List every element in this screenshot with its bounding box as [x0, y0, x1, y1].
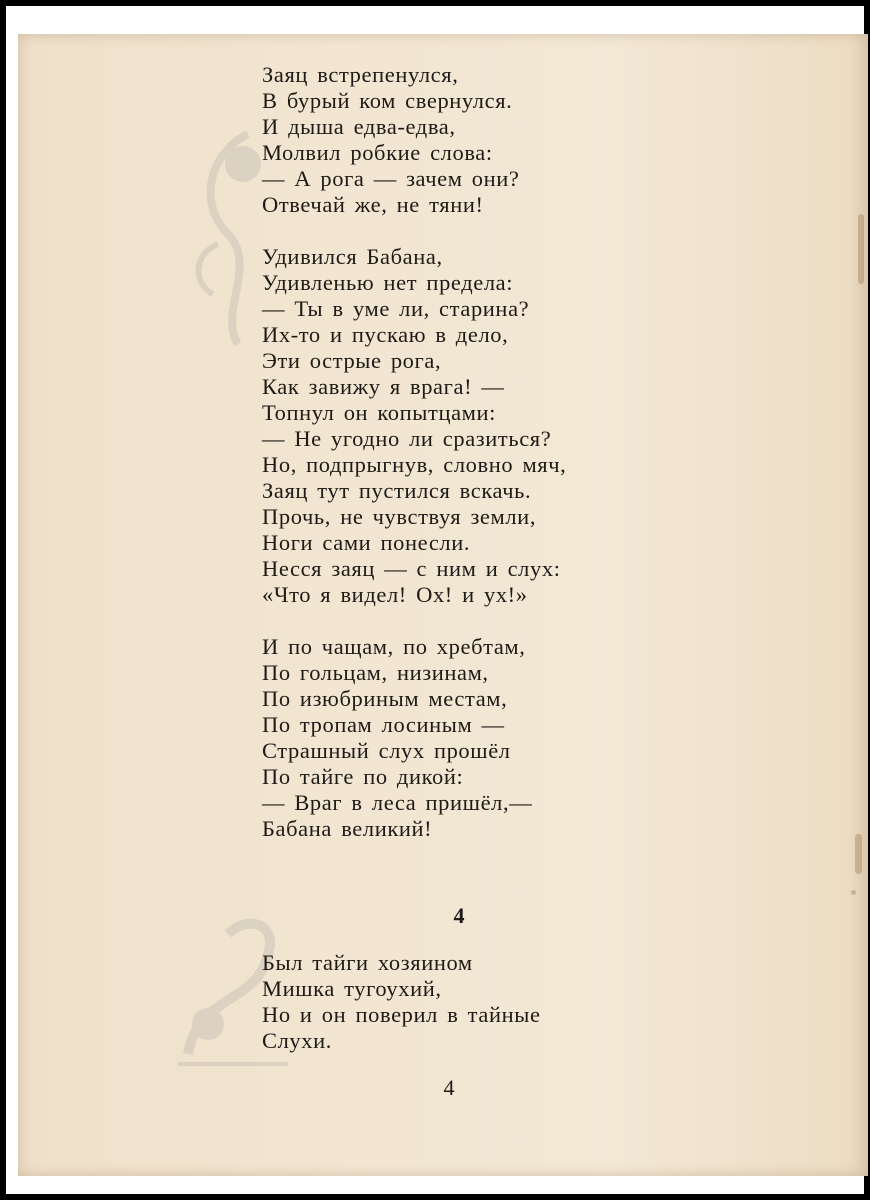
- stanza: [262, 244, 682, 608]
- page-number: 4: [443, 1075, 455, 1100]
- poem-line: Прочь, не чувствуя земли,: [262, 504, 537, 529]
- poem-line: Бабана великий!: [262, 816, 433, 841]
- poem-line: Их-то и пускаю в дело,: [262, 322, 509, 347]
- poem-line: И по чащам, по хребтам,: [262, 634, 526, 659]
- stanza: [262, 634, 682, 842]
- poem-line: Но и он поверил в тайные: [262, 1002, 541, 1027]
- poem-line: По изюбриным местам,: [262, 686, 508, 711]
- poem-line: По гольцам, низинам,: [262, 660, 489, 685]
- poem-line: Несся заяц — с ним и слух:: [262, 556, 561, 581]
- poem-line: — А рога — зачем они?: [262, 166, 520, 191]
- stanza: [262, 62, 682, 218]
- paper-stain: [851, 890, 856, 895]
- poem-line: Эти острые рога,: [262, 348, 442, 373]
- section-poem-text: [262, 949, 682, 1053]
- poem-line: По тайге по дикой:: [262, 764, 464, 789]
- paper-stain: [858, 214, 864, 284]
- poem-line: Заяц тут пустился вскачь.: [262, 478, 532, 503]
- poem-line: Удивленью нет предела:: [262, 270, 514, 295]
- poem-text: [262, 62, 682, 842]
- poem-line: И дыша едва-едва,: [262, 114, 456, 139]
- poem-line: Страшный слух прошёл: [262, 738, 511, 763]
- paper-stain: [855, 834, 862, 874]
- poem-line: — Не угодно ли сразиться?: [262, 426, 552, 451]
- poem-line: Но, подпрыгнув, словно мяч,: [262, 452, 567, 477]
- poem-line: Топнул он копытцами:: [262, 400, 497, 425]
- poem-line: Отвечай же, не тяни!: [262, 192, 484, 217]
- poem-line: В бурый ком свернулся.: [262, 88, 513, 113]
- poem-line: Ноги сами понесли.: [262, 530, 471, 555]
- poem-line: — Ты в уме ли, старина?: [262, 296, 530, 321]
- poem-line: Молвил робкие слова:: [262, 140, 493, 165]
- poem-line: Как завижу я врага! —: [262, 374, 505, 399]
- poem-line: Заяц встрепенулся,: [262, 62, 459, 87]
- poem-line: — Враг в леса пришёл,—: [262, 790, 533, 815]
- poem-line: Мишка тугоухий,: [262, 976, 442, 1001]
- poem-line: «Что я видел! Ох! и ух!»: [262, 582, 528, 607]
- section-number: 4: [453, 903, 465, 928]
- poem-line: По тропам лосиным —: [262, 712, 505, 737]
- poem-line: Удивился Бабана,: [262, 244, 443, 269]
- poem-line: Слухи.: [262, 1028, 333, 1053]
- poem-line: Был тайги хозяином: [262, 950, 473, 975]
